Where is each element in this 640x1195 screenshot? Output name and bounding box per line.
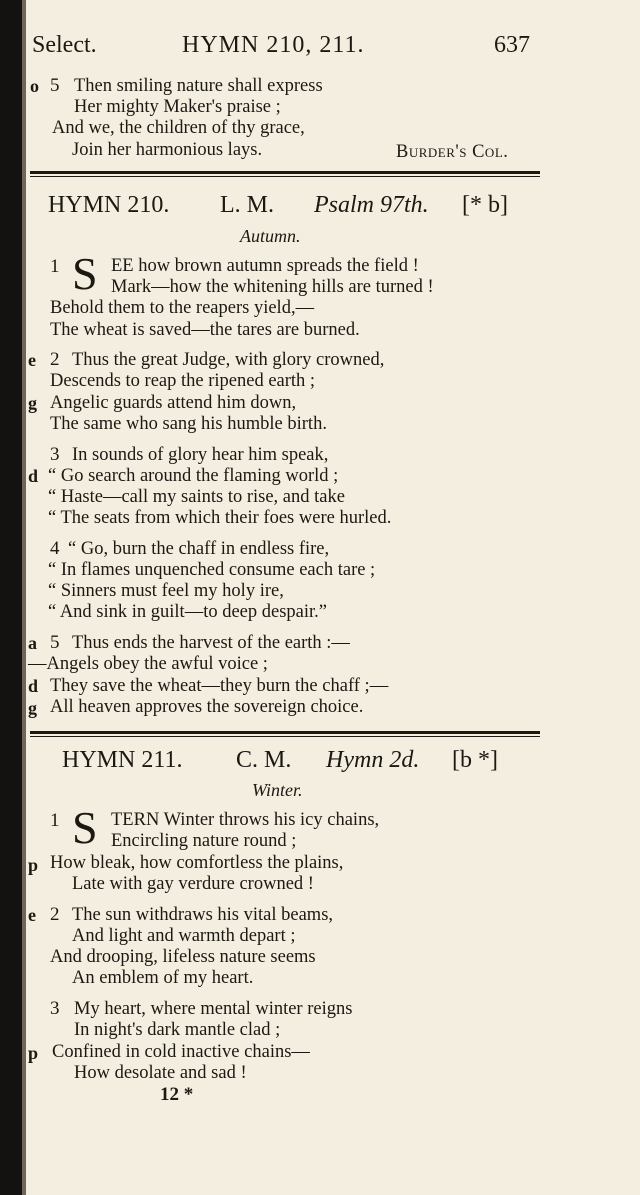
verse-line: “ In flames unquenched consume each tare ; — [48, 560, 376, 580]
divider-rule — [30, 736, 540, 737]
verse-line: How bleak, how comfortless the plains, — [50, 853, 344, 873]
verse-line: “ Haste—call my saints to rise, and take — [48, 487, 345, 507]
verse-line: Late with gay verdure crowned ! — [72, 874, 314, 894]
divider-rule — [30, 176, 540, 177]
book-spine-edge — [22, 0, 26, 1195]
verse-line: They save the wheat—they burn the chaff ;— — [50, 676, 389, 696]
verse-number: 3 — [50, 444, 60, 465]
divider-rule — [30, 171, 540, 174]
verse-line: Thus ends the harvest of the earth :— — [72, 633, 350, 653]
hymn-subtitle: Autumn. — [240, 226, 301, 246]
hymn-heading: HYMN 210. — [48, 192, 170, 218]
verse-mark: a — [28, 633, 37, 653]
verse-number: 1 — [50, 256, 60, 277]
verse-line: An emblem of my heart. — [72, 968, 254, 988]
divider-rule — [30, 731, 540, 734]
hymn-heading: HYMN 211. — [62, 747, 183, 773]
verse-line: Mark—how the whitening hills are turned ! — [111, 277, 434, 297]
verse-line: EE how brown autumn spreads the field ! — [111, 256, 419, 276]
verse-line: Confined in cold inactive chains— — [52, 1042, 310, 1062]
verse-mark: g — [28, 698, 37, 718]
verse-line: Angelic guards attend him down, — [50, 393, 297, 413]
verse-line: Encircling nature round ; — [111, 831, 297, 851]
verse-number: 2 — [50, 349, 60, 370]
verse-line: Thus the great Judge, with glory crowned, — [72, 350, 385, 370]
page-number: 637 — [494, 32, 530, 58]
verse-mark: g — [28, 393, 37, 413]
verse-line: The same who sang his humble birth. — [50, 414, 327, 434]
header-title: HYMN 210, 211. — [182, 32, 365, 58]
verse-line: All heaven approves the sovereign choice. — [50, 697, 364, 717]
verse-mark: d — [28, 676, 39, 696]
header-section: Select. — [32, 32, 97, 58]
verse-number: 3 — [50, 998, 60, 1019]
verse-line: The wheat is saved—the tares are burned. — [50, 320, 360, 340]
verse-line: TERN Winter throws his icy chains, — [111, 810, 380, 830]
hymn-meter: C. M. — [236, 747, 292, 773]
verse-line: And light and warmth depart ; — [72, 926, 296, 946]
verse-line: Then smiling nature shall express — [74, 76, 323, 96]
verse-number: 5 — [50, 632, 60, 653]
signature-mark: 12 * — [160, 1084, 194, 1105]
verse-number: 4 — [50, 538, 60, 559]
verse-mark: p — [28, 1043, 39, 1063]
verse-line: —Angels obey the awful voice ; — [28, 654, 268, 674]
verse-number: 2 — [50, 904, 60, 925]
verse-number: 5 — [50, 75, 60, 96]
verse-mark: p — [28, 855, 39, 875]
verse-line: “ The seats from which their foes were hurled. — [48, 508, 392, 528]
hymn-subtitle: Winter. — [252, 780, 303, 800]
verse-line: The sun withdraws his vital beams, — [72, 905, 334, 925]
book-spine-shadow — [0, 0, 22, 1195]
verse-line: “ Go, burn the chaff in endless fire, — [68, 539, 330, 559]
hymn-mark: [b *] — [452, 747, 498, 773]
verse-number: 1 — [50, 810, 60, 831]
verse-mark: e — [28, 350, 36, 370]
verse-mark: e — [28, 905, 36, 925]
hymn-meter: L. M. — [220, 192, 274, 218]
verse-line: Behold them to the reapers yield,— — [50, 298, 315, 318]
attribution: Burder's Col. — [396, 142, 509, 162]
verse-line: How desolate and sad ! — [74, 1063, 247, 1083]
verse-line: Descends to reap the ripened earth ; — [50, 371, 316, 391]
verse-line: And drooping, lifeless nature seems — [50, 947, 316, 967]
verse-line: And we, the children of thy grace, — [52, 118, 305, 138]
verse-line: “ Sinners must feel my holy ire, — [48, 581, 284, 601]
verse-line: In sounds of glory hear him speak, — [72, 445, 329, 465]
verse-mark: o — [30, 76, 39, 96]
hymn-mark: [* b] — [462, 192, 508, 218]
hymn-source: Hymn 2d. — [326, 747, 420, 773]
drop-cap: S — [72, 802, 98, 853]
verse-line: “ Go search around the flaming world ; — [48, 466, 339, 486]
verse-line: “ And sink in guilt—to deep despair.” — [48, 602, 327, 622]
verse-mark: d — [28, 466, 39, 486]
drop-cap: S — [72, 248, 98, 299]
verse-line: Her mighty Maker's praise ; — [74, 97, 281, 117]
verse-line: Join her harmonious lays. — [72, 140, 263, 160]
verse-line: In night's dark mantle clad ; — [74, 1020, 281, 1040]
hymn-source: Psalm 97th. — [314, 192, 429, 218]
verse-line: My heart, where mental winter reigns — [74, 999, 353, 1019]
